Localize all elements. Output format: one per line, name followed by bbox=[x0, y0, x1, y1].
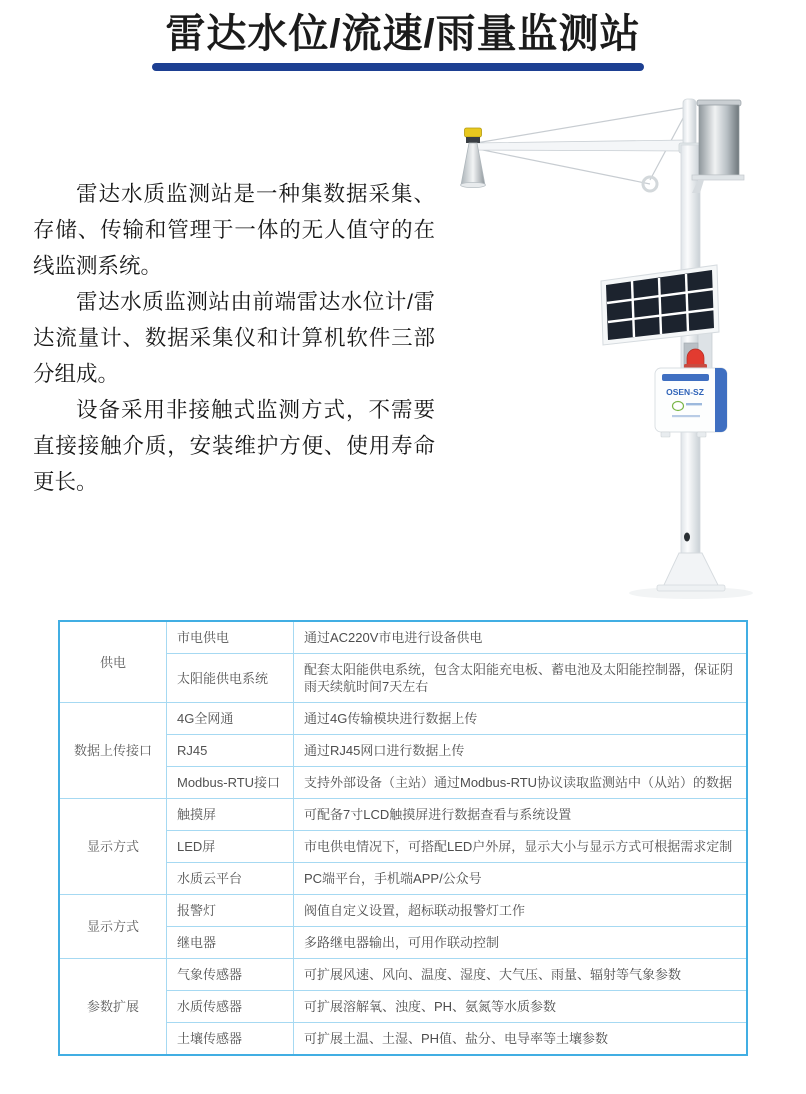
table-desc-cell: PC端平台，手机端APP/公众号 bbox=[294, 863, 748, 895]
table-param-cell: 4G全网通 bbox=[167, 703, 294, 735]
table-row bbox=[59, 959, 747, 991]
table-desc-cell: 可扩展溶解氧、浊度、PH、氨氮等水质参数 bbox=[294, 991, 748, 1023]
brand-logo-icon bbox=[673, 402, 684, 411]
table-desc-cell: 通过RJ45网口进行数据上传 bbox=[294, 735, 748, 767]
control-box-header-band bbox=[662, 374, 709, 381]
table-param-cell: 继电器 bbox=[167, 927, 294, 959]
table-param-cell: 太阳能供电系统 bbox=[167, 654, 294, 703]
table-desc-cell: 配套太阳能供电系统，包含太阳能充电板、蓄电池及太阳能控制器，保证阴雨天续航时间7天左右 bbox=[294, 654, 748, 703]
table-desc-cell: 市电供电情况下，可搭配LED户外屏，显示大小与显示方式可根据需求定制 bbox=[294, 831, 748, 863]
page-title: 雷达水位/流速/雨量监测站 bbox=[165, 12, 641, 56]
radar-sensor bbox=[461, 128, 486, 188]
table-desc-cell: 可配备7寸LCD触摸屏进行数据查看与系统设置 bbox=[294, 799, 748, 831]
table-group-label: 供电 bbox=[59, 621, 167, 703]
table-group-label: 参数扩展 bbox=[59, 959, 167, 1056]
table-param-cell: 水质云平台 bbox=[167, 863, 294, 895]
table-desc-cell: 多路继电器输出，可用作联动控制 bbox=[294, 927, 748, 959]
table-param-cell: 水质传感器 bbox=[167, 991, 294, 1023]
control-box bbox=[655, 368, 727, 437]
table-row bbox=[59, 621, 747, 654]
intro-paragraph-1: 雷达水质监测站是一种集数据采集、存储、传输和管理于一体的无人值守的在线监测系统。 bbox=[33, 182, 435, 278]
sensor-arm bbox=[472, 140, 686, 151]
intro-text bbox=[33, 176, 435, 500]
title-underline bbox=[152, 63, 644, 71]
table-param-cell: 气象传感器 bbox=[167, 959, 294, 991]
table-param-cell: RJ45 bbox=[167, 735, 294, 767]
table-desc-cell: 可扩展风速、风向、温度、湿度、大气压、雨量、辐射等气象参数 bbox=[294, 959, 748, 991]
table-param-cell: Modbus-RTU接口 bbox=[167, 767, 294, 799]
table-param-cell: 触摸屏 bbox=[167, 799, 294, 831]
table-group-label: 数据上传接口 bbox=[59, 703, 167, 799]
table-param-cell: LED屏 bbox=[167, 831, 294, 863]
control-box-model-label: OSEN-SZ bbox=[666, 387, 704, 397]
table-row bbox=[59, 703, 747, 735]
pole-base bbox=[657, 553, 725, 591]
table-param-cell: 市电供电 bbox=[167, 621, 294, 654]
device-illustration bbox=[436, 85, 806, 605]
table-desc-cell: 可扩展土温、土湿、PH值、盐分、电导率等土壤参数 bbox=[294, 1023, 748, 1056]
table-desc-cell: 支持外部设备（主站）通过Modbus-RTU协议读取监测站中（从站）的数据 bbox=[294, 767, 748, 799]
table-param-cell: 土壤传感器 bbox=[167, 1023, 294, 1056]
rain-gauge bbox=[692, 100, 744, 193]
table-group-label: 显示方式 bbox=[59, 895, 167, 959]
table-row bbox=[59, 799, 747, 831]
spec-table bbox=[58, 620, 748, 1056]
table-param-cell: 报警灯 bbox=[167, 895, 294, 927]
table-desc-cell: 通过AC220V市电进行设备供电 bbox=[294, 621, 748, 654]
intro-paragraph-2: 雷达水质监测站由前端雷达水位计/雷达流量计、数据采集仪和计算机软件三部分组成。 bbox=[33, 290, 435, 386]
intro-paragraph-3: 设备采用非接触式监测方式，不需要直接接触介质，安装维护方便、使用寿命更长。 bbox=[33, 398, 435, 494]
monitoring-station-image bbox=[436, 85, 806, 605]
table-desc-cell: 阀值自定义设置，超标联动报警灯工作 bbox=[294, 895, 748, 927]
table-desc-cell: 通过4G传输模块进行数据上传 bbox=[294, 703, 748, 735]
table-row bbox=[59, 895, 747, 927]
spec-table-body bbox=[59, 621, 747, 1055]
table-group-label: 显示方式 bbox=[59, 799, 167, 895]
